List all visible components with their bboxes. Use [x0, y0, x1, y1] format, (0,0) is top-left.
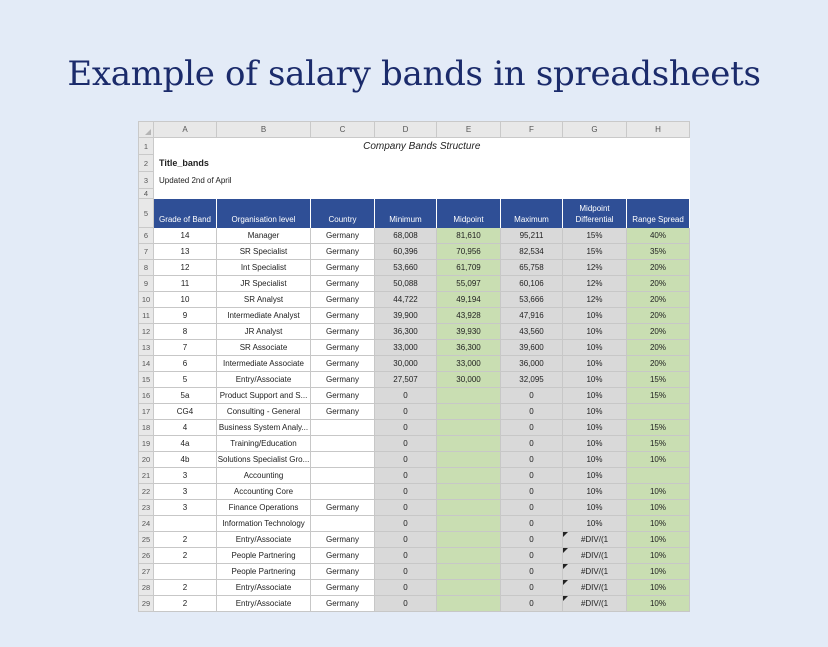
midpoint-differential-cell[interactable]: #DIV/(1 [563, 548, 627, 564]
country-cell[interactable]: Germany [311, 372, 375, 388]
country-cell[interactable]: Germany [311, 500, 375, 516]
organisation-level-cell[interactable]: Solutions Specialist Gro... [217, 452, 311, 468]
empty-cell[interactable] [154, 189, 690, 199]
table-row [139, 596, 690, 612]
table-row [139, 452, 690, 468]
range-spread-cell[interactable]: 10% [627, 580, 690, 596]
midpoint-cell[interactable] [437, 596, 501, 612]
header-grade-of-band[interactable]: Grade of Band [154, 199, 217, 228]
column-header-f[interactable]: F [501, 122, 563, 138]
midpoint-cell[interactable]: 70,956 [437, 244, 501, 260]
midpoint-differential-cell[interactable]: 12% [563, 260, 627, 276]
grade-cell[interactable]: 10 [154, 292, 217, 308]
grade-cell[interactable]: 5a [154, 388, 217, 404]
range-spread-cell[interactable]: 20% [627, 340, 690, 356]
sheet-row [139, 172, 690, 189]
midpoint-differential-cell[interactable]: 15% [563, 228, 627, 244]
range-spread-cell[interactable]: 10% [627, 532, 690, 548]
header-country[interactable]: Country [311, 199, 375, 228]
table-row [139, 276, 690, 292]
grade-cell[interactable]: 3 [154, 468, 217, 484]
minimum-cell[interactable]: 0 [375, 404, 437, 420]
grade-cell[interactable]: 2 [154, 580, 217, 596]
row-number[interactable]: 12 [139, 324, 154, 340]
grade-cell[interactable]: 4a [154, 436, 217, 452]
sheet-row [139, 189, 690, 199]
range-spread-cell[interactable]: 10% [627, 500, 690, 516]
country-cell[interactable] [311, 452, 375, 468]
midpoint-cell[interactable]: 55,097 [437, 276, 501, 292]
organisation-level-cell[interactable]: Business System Analy... [217, 420, 311, 436]
organisation-level-cell[interactable]: People Partnering [217, 548, 311, 564]
maximum-cell[interactable]: 0 [501, 532, 563, 548]
midpoint-cell[interactable] [437, 388, 501, 404]
range-spread-cell[interactable]: 35% [627, 244, 690, 260]
country-cell[interactable]: Germany [311, 548, 375, 564]
table-row [139, 340, 690, 356]
table-row [139, 436, 690, 452]
country-cell[interactable]: Germany [311, 580, 375, 596]
midpoint-differential-cell[interactable]: 10% [563, 404, 627, 420]
row-number[interactable]: 9 [139, 276, 154, 292]
column-header-h[interactable]: H [627, 122, 690, 138]
maximum-cell[interactable]: 0 [501, 484, 563, 500]
organisation-level-cell[interactable]: SR Specialist [217, 244, 311, 260]
header-midpoint[interactable]: Midpoint [437, 199, 501, 228]
organisation-level-cell[interactable]: Consulting - General [217, 404, 311, 420]
midpoint-differential-cell[interactable]: 10% [563, 452, 627, 468]
table-row [139, 244, 690, 260]
midpoint-cell[interactable] [437, 452, 501, 468]
table-row [139, 308, 690, 324]
midpoint-differential-cell[interactable]: 10% [563, 388, 627, 404]
midpoint-differential-cell[interactable]: 10% [563, 324, 627, 340]
midpoint-cell[interactable]: 61,709 [437, 260, 501, 276]
minimum-cell[interactable]: 0 [375, 596, 437, 612]
maximum-cell[interactable]: 0 [501, 436, 563, 452]
country-cell[interactable]: Germany [311, 532, 375, 548]
row-number[interactable]: 23 [139, 500, 154, 516]
maximum-cell[interactable]: 0 [501, 564, 563, 580]
grade-cell[interactable]: 4b [154, 452, 217, 468]
row-number[interactable]: 14 [139, 356, 154, 372]
minimum-cell[interactable]: 53,660 [375, 260, 437, 276]
minimum-cell[interactable]: 39,900 [375, 308, 437, 324]
country-cell[interactable]: Germany [311, 404, 375, 420]
midpoint-cell[interactable] [437, 484, 501, 500]
row-number[interactable]: 1 [139, 138, 154, 155]
organisation-level-cell[interactable]: Entry/Associate [217, 580, 311, 596]
row-number[interactable]: 15 [139, 372, 154, 388]
maximum-cell[interactable]: 0 [501, 388, 563, 404]
range-spread-cell[interactable]: 20% [627, 324, 690, 340]
midpoint-differential-cell[interactable]: 10% [563, 356, 627, 372]
column-header-a[interactable]: A [154, 122, 217, 138]
minimum-cell[interactable]: 0 [375, 420, 437, 436]
column-header-d[interactable]: D [375, 122, 437, 138]
range-spread-cell[interactable]: 10% [627, 596, 690, 612]
organisation-level-cell[interactable]: Entry/Associate [217, 372, 311, 388]
row-number[interactable]: 7 [139, 244, 154, 260]
maximum-cell[interactable]: 60,106 [501, 276, 563, 292]
grade-cell[interactable]: 2 [154, 596, 217, 612]
row-number[interactable]: 10 [139, 292, 154, 308]
organisation-level-cell[interactable]: Product Support and S... [217, 388, 311, 404]
midpoint-cell[interactable] [437, 548, 501, 564]
midpoint-differential-cell[interactable]: 12% [563, 276, 627, 292]
range-spread-cell[interactable]: 20% [627, 292, 690, 308]
country-cell[interactable]: Germany [311, 564, 375, 580]
table-row [139, 484, 690, 500]
row-number[interactable]: 28 [139, 580, 154, 596]
midpoint-differential-cell[interactable]: #DIV/(1 [563, 580, 627, 596]
organisation-level-cell[interactable]: People Partnering [217, 564, 311, 580]
row-number[interactable]: 27 [139, 564, 154, 580]
column-header-g[interactable]: G [563, 122, 627, 138]
table-row [139, 324, 690, 340]
row-number[interactable]: 16 [139, 388, 154, 404]
midpoint-differential-cell[interactable]: 10% [563, 436, 627, 452]
grade-cell[interactable]: 4 [154, 420, 217, 436]
grade-cell[interactable]: 6 [154, 356, 217, 372]
country-cell[interactable]: Germany [311, 388, 375, 404]
organisation-level-cell[interactable]: SR Associate [217, 340, 311, 356]
midpoint-cell[interactable] [437, 564, 501, 580]
header-minimum[interactable]: Minimum [375, 199, 437, 228]
organisation-level-cell[interactable]: Entry/Associate [217, 596, 311, 612]
row-number[interactable]: 18 [139, 420, 154, 436]
country-cell[interactable]: Germany [311, 276, 375, 292]
minimum-cell[interactable]: 30,000 [375, 356, 437, 372]
organisation-level-cell[interactable]: Intermediate Analyst [217, 308, 311, 324]
midpoint-differential-cell[interactable]: 10% [563, 500, 627, 516]
midpoint-cell[interactable]: 36,300 [437, 340, 501, 356]
country-cell[interactable] [311, 436, 375, 452]
midpoint-differential-cell[interactable]: 10% [563, 468, 627, 484]
country-cell[interactable] [311, 468, 375, 484]
row-number[interactable]: 4 [139, 189, 154, 199]
grade-cell[interactable]: CG4 [154, 404, 217, 420]
midpoint-cell[interactable] [437, 420, 501, 436]
midpoint-differential-cell[interactable]: 10% [563, 420, 627, 436]
row-number[interactable]: 22 [139, 484, 154, 500]
minimum-cell[interactable]: 0 [375, 500, 437, 516]
midpoint-differential-cell[interactable]: #DIV/(1 [563, 564, 627, 580]
column-header-b[interactable]: B [217, 122, 311, 138]
range-spread-cell[interactable]: 15% [627, 388, 690, 404]
range-spread-cell[interactable]: 15% [627, 420, 690, 436]
minimum-cell[interactable]: 44,722 [375, 292, 437, 308]
maximum-cell[interactable]: 36,000 [501, 356, 563, 372]
table-row [139, 292, 690, 308]
range-spread-cell[interactable]: 10% [627, 516, 690, 532]
range-spread-cell[interactable]: 40% [627, 228, 690, 244]
table-row [139, 388, 690, 404]
organisation-level-cell[interactable]: Accounting Core [217, 484, 311, 500]
maximum-cell[interactable]: 32,095 [501, 372, 563, 388]
row-number[interactable]: 19 [139, 436, 154, 452]
maximum-cell[interactable]: 65,758 [501, 260, 563, 276]
range-spread-cell[interactable]: 20% [627, 356, 690, 372]
sheet-row [139, 155, 690, 172]
country-cell[interactable]: Germany [311, 244, 375, 260]
maximum-cell[interactable]: 53,666 [501, 292, 563, 308]
organisation-level-cell[interactable]: Accounting [217, 468, 311, 484]
country-cell[interactable] [311, 484, 375, 500]
range-spread-cell[interactable] [627, 468, 690, 484]
grade-cell[interactable]: 12 [154, 260, 217, 276]
range-spread-cell[interactable] [627, 404, 690, 420]
minimum-cell[interactable]: 60,396 [375, 244, 437, 260]
table-row [139, 516, 690, 532]
row-number[interactable]: 2 [139, 155, 154, 172]
minimum-cell[interactable]: 27,507 [375, 372, 437, 388]
organisation-level-cell[interactable]: Manager [217, 228, 311, 244]
midpoint-differential-cell[interactable]: 10% [563, 484, 627, 500]
midpoint-differential-cell[interactable]: 10% [563, 516, 627, 532]
row-number[interactable]: 6 [139, 228, 154, 244]
row-number[interactable]: 25 [139, 532, 154, 548]
header-maximum[interactable]: Maximum [501, 199, 563, 228]
maximum-cell[interactable]: 0 [501, 580, 563, 596]
row-number[interactable]: 29 [139, 596, 154, 612]
minimum-cell[interactable]: 0 [375, 468, 437, 484]
country-cell[interactable]: Germany [311, 356, 375, 372]
midpoint-differential-cell[interactable]: 10% [563, 340, 627, 356]
minimum-cell[interactable]: 0 [375, 516, 437, 532]
midpoint-differential-cell[interactable]: 10% [563, 372, 627, 388]
maximum-cell[interactable]: 0 [501, 516, 563, 532]
column-header-c[interactable]: C [311, 122, 375, 138]
grade-cell[interactable]: 8 [154, 324, 217, 340]
row-number[interactable]: 11 [139, 308, 154, 324]
country-cell[interactable]: Germany [311, 260, 375, 276]
grade-cell[interactable]: 13 [154, 244, 217, 260]
row-number[interactable]: 3 [139, 172, 154, 189]
midpoint-differential-cell[interactable]: #DIV/(1 [563, 532, 627, 548]
updated-date-cell[interactable]: Updated 2nd of April [159, 175, 232, 185]
country-cell[interactable]: Germany [311, 292, 375, 308]
column-header-row [139, 122, 690, 138]
midpoint-differential-cell[interactable]: 10% [563, 308, 627, 324]
organisation-level-cell[interactable]: SR Analyst [217, 292, 311, 308]
minimum-cell[interactable]: 0 [375, 580, 437, 596]
maximum-cell[interactable]: 0 [501, 404, 563, 420]
minimum-cell[interactable]: 68,008 [375, 228, 437, 244]
midpoint-cell[interactable] [437, 500, 501, 516]
range-spread-cell[interactable]: 10% [627, 452, 690, 468]
table-row [139, 404, 690, 420]
midpoint-cell[interactable] [437, 516, 501, 532]
minimum-cell[interactable]: 0 [375, 436, 437, 452]
sheet-row [139, 138, 690, 155]
row-number[interactable]: 5 [139, 199, 154, 228]
range-spread-cell[interactable]: 15% [627, 436, 690, 452]
grade-cell[interactable]: 3 [154, 500, 217, 516]
row-number[interactable]: 8 [139, 260, 154, 276]
country-cell[interactable]: Germany [311, 596, 375, 612]
midpoint-cell[interactable]: 81,610 [437, 228, 501, 244]
grade-cell[interactable]: 9 [154, 308, 217, 324]
country-cell[interactable]: Germany [311, 308, 375, 324]
minimum-cell[interactable]: 0 [375, 564, 437, 580]
grade-cell[interactable] [154, 564, 217, 580]
title-cell[interactable]: Title_bands [159, 158, 209, 168]
organisation-level-cell[interactable]: JR Specialist [217, 276, 311, 292]
maximum-cell[interactable]: 95,211 [501, 228, 563, 244]
range-spread-cell[interactable]: 15% [627, 372, 690, 388]
minimum-cell[interactable]: 0 [375, 388, 437, 404]
header-range-spread[interactable]: Range Spread [627, 199, 690, 228]
organisation-level-cell[interactable]: JR Analyst [217, 324, 311, 340]
table-row [139, 420, 690, 436]
table-header-row [139, 199, 690, 228]
midpoint-cell[interactable] [437, 468, 501, 484]
minimum-cell[interactable]: 33,000 [375, 340, 437, 356]
header-midpoint-differential[interactable]: Midpoint Differential [563, 199, 627, 228]
table-row [139, 500, 690, 516]
maximum-cell[interactable]: 39,600 [501, 340, 563, 356]
minimum-cell[interactable]: 36,300 [375, 324, 437, 340]
midpoint-cell[interactable] [437, 404, 501, 420]
country-cell[interactable]: Germany [311, 228, 375, 244]
organisation-level-cell[interactable]: Finance Operations [217, 500, 311, 516]
midpoint-cell[interactable] [437, 580, 501, 596]
maximum-cell[interactable]: 0 [501, 468, 563, 484]
table-row [139, 228, 690, 244]
range-spread-cell[interactable]: 20% [627, 308, 690, 324]
range-spread-cell[interactable]: 10% [627, 564, 690, 580]
organisation-level-cell[interactable]: Training/Education [217, 436, 311, 452]
table-row [139, 532, 690, 548]
minimum-cell[interactable]: 0 [375, 548, 437, 564]
row-number[interactable]: 20 [139, 452, 154, 468]
organisation-level-cell[interactable]: Int Specialist [217, 260, 311, 276]
maximum-cell[interactable]: 0 [501, 420, 563, 436]
minimum-cell[interactable]: 50,088 [375, 276, 437, 292]
grade-cell[interactable]: 2 [154, 532, 217, 548]
country-cell[interactable]: Germany [311, 340, 375, 356]
country-cell[interactable] [311, 420, 375, 436]
table-row [139, 548, 690, 564]
range-spread-cell[interactable]: 20% [627, 276, 690, 292]
grade-cell[interactable]: 7 [154, 340, 217, 356]
organisation-level-cell[interactable]: Information Technology [217, 516, 311, 532]
header-organisation-level[interactable]: Organisation level [217, 199, 311, 228]
midpoint-cell[interactable]: 43,928 [437, 308, 501, 324]
country-cell[interactable]: Germany [311, 324, 375, 340]
row-number[interactable]: 26 [139, 548, 154, 564]
midpoint-differential-cell[interactable]: #DIV/(1 [563, 596, 627, 612]
country-cell[interactable] [311, 516, 375, 532]
column-header-e[interactable]: E [437, 122, 501, 138]
midpoint-differential-cell[interactable]: 15% [563, 244, 627, 260]
caption-cell[interactable]: Company Bands Structure [363, 140, 481, 152]
maximum-cell[interactable]: 0 [501, 596, 563, 612]
grade-cell[interactable]: 3 [154, 484, 217, 500]
table-row [139, 564, 690, 580]
midpoint-cell[interactable]: 49,194 [437, 292, 501, 308]
minimum-cell[interactable]: 0 [375, 452, 437, 468]
maximum-cell[interactable]: 82,534 [501, 244, 563, 260]
maximum-cell[interactable]: 0 [501, 548, 563, 564]
maximum-cell[interactable]: 47,916 [501, 308, 563, 324]
range-spread-cell[interactable]: 10% [627, 548, 690, 564]
maximum-cell[interactable]: 43,560 [501, 324, 563, 340]
grade-cell[interactable]: 14 [154, 228, 217, 244]
midpoint-cell[interactable] [437, 532, 501, 548]
midpoint-cell[interactable]: 39,930 [437, 324, 501, 340]
organisation-level-cell[interactable]: Entry/Associate [217, 532, 311, 548]
midpoint-differential-cell[interactable]: 12% [563, 292, 627, 308]
range-spread-cell[interactable]: 10% [627, 484, 690, 500]
row-number[interactable]: 24 [139, 516, 154, 532]
grade-cell[interactable]: 2 [154, 548, 217, 564]
grade-cell[interactable]: 5 [154, 372, 217, 388]
range-spread-cell[interactable]: 20% [627, 260, 690, 276]
midpoint-cell[interactable]: 30,000 [437, 372, 501, 388]
minimum-cell[interactable]: 0 [375, 484, 437, 500]
maximum-cell[interactable]: 0 [501, 452, 563, 468]
organisation-level-cell[interactable]: Intermediate Associate [217, 356, 311, 372]
table-row [139, 260, 690, 276]
table-row [139, 372, 690, 388]
minimum-cell[interactable]: 0 [375, 532, 437, 548]
grade-cell[interactable]: 11 [154, 276, 217, 292]
spreadsheet [138, 121, 690, 612]
row-number[interactable]: 21 [139, 468, 154, 484]
maximum-cell[interactable]: 0 [501, 500, 563, 516]
midpoint-cell[interactable] [437, 436, 501, 452]
midpoint-cell[interactable]: 33,000 [437, 356, 501, 372]
table-row [139, 356, 690, 372]
grade-cell[interactable] [154, 516, 217, 532]
select-all-corner[interactable] [139, 122, 154, 138]
page-title: Example of salary bands in spreadsheets [67, 54, 761, 94]
table-row [139, 468, 690, 484]
table-row [139, 580, 690, 596]
row-number[interactable]: 13 [139, 340, 154, 356]
row-number[interactable]: 17 [139, 404, 154, 420]
